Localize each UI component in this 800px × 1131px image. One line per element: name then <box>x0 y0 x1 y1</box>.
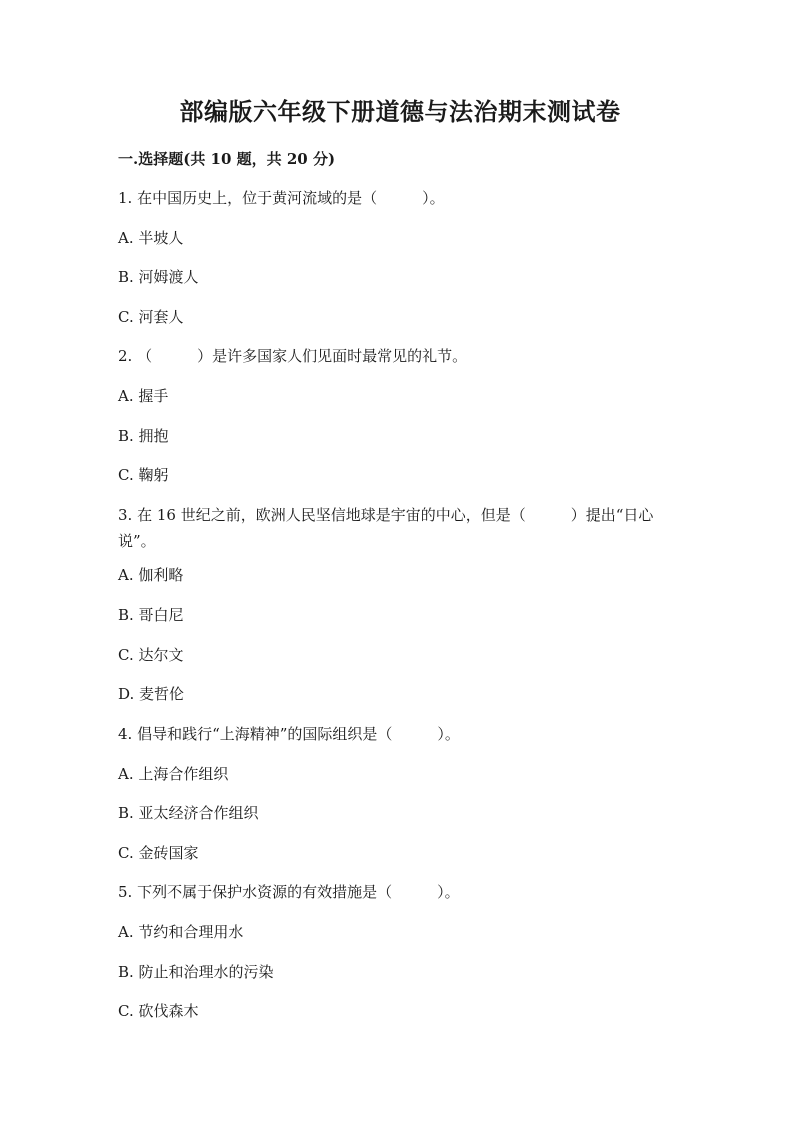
question-2-stem: 2. （ ）是许多国家人们见面时最常见的礼节。 <box>118 347 468 365</box>
question-1-option-c: C. 河套人 <box>118 308 184 326</box>
question-3-stem: 3. 在 16 世纪之前，欧洲人民坚信地球是宇宙的中心，但是（ ）提出“日心说”。 <box>118 506 654 550</box>
question-4-stem: 4. 倡导和践行“上海精神”的国际组织是（ ）。 <box>118 725 460 743</box>
question-3-option-d: D. 麦哲伦 <box>118 685 185 703</box>
question-5-option-c: C. 砍伐森木 <box>118 1002 199 1020</box>
question-1-stem: 1. 在中国历史上，位于黄河流域的是（ ）。 <box>118 189 445 207</box>
question-3-option-c: C. 达尔文 <box>118 646 184 664</box>
question-4-option-b: B. 亚太经济合作组织 <box>118 804 259 822</box>
question-1-option-b: B. 河姆渡人 <box>118 268 199 286</box>
question-3-option-a: A. 伽利略 <box>118 566 184 584</box>
question-4-option-a: A. 上海合作组织 <box>118 765 229 783</box>
question-1-option-a: A. 半坡人 <box>118 229 184 247</box>
question-2-option-a: A. 握手 <box>118 387 169 405</box>
question-2-option-c: C. 鞠躬 <box>118 466 169 484</box>
section-heading: 一.选择题(共 10 题，共 20 分) <box>118 150 336 168</box>
question-5-stem: 5. 下列不属于保护水资源的有效措施是（ ）。 <box>118 883 460 901</box>
question-2-option-b: B. 拥抱 <box>118 427 169 445</box>
page-title: 部编版六年级下册道德与法治期末测试卷 <box>179 97 621 126</box>
question-4-option-c: C. 金砖国家 <box>118 844 199 862</box>
question-5-option-a: A. 节约和合理用水 <box>118 923 244 941</box>
question-5-option-b: B. 防止和治理水的污染 <box>118 963 274 981</box>
question-3-option-b: B. 哥白尼 <box>118 606 184 624</box>
